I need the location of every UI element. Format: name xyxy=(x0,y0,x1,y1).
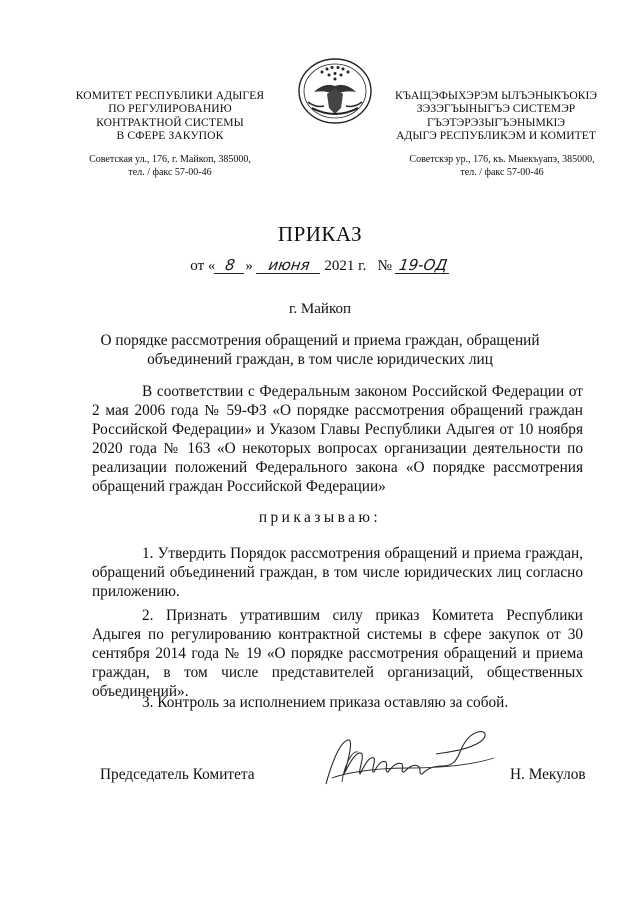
org-line: КОМИТЕТ РЕСПУБЛИКИ АДЫГЕЯ xyxy=(75,89,265,102)
item-3: 3. Контроль за исполнением приказа оставляю за собой. xyxy=(142,694,509,711)
org-line: КОНТРАКТНОЙ СИСТЕМЫ xyxy=(96,115,244,129)
order-subject: О порядке рассмотрения обращений и приема граждан, обращений объединений граждан, в том числе юридических лиц xyxy=(100,332,540,368)
org-line: ГЪЭТЭРЭЗЫГЪЭНЫМКIЭ xyxy=(426,115,566,129)
address-adyghe xyxy=(392,153,612,179)
org-line: ПО РЕГУЛИРОВАНИЮ xyxy=(108,102,232,116)
document-title: ПРИКАЗ xyxy=(277,222,363,246)
phone-line: тел. / факс 57-00-46 xyxy=(460,167,544,178)
org-line: КЪАЩЭФЫХЭРЭМ ЫЛЪЭНЫКЪОКIЭ xyxy=(395,89,597,102)
date-mid: » xyxy=(245,258,253,274)
date-year: 2021 г. xyxy=(324,258,367,274)
org-line: В СФЕРЕ ЗАКУПОК xyxy=(116,128,224,142)
phone-line: тел. / факс 57-00-46 xyxy=(128,167,212,178)
number-sign: № xyxy=(377,258,392,274)
preamble-paragraph: В соответствии с Федеральным законом Российской Федерации от 2 мая 2006 года № 59-ФЗ «О порядке рассмотрения обращений граждан Российской Федерации» и Указом Главы Республики Адыгея от 10 ноября 2020 года № 163 «О некоторых вопросах организации деятельности по реализации положений Федерального закона «О порядке рассмотрения обращений граждан Российской Федерации» xyxy=(92,383,583,495)
org-line: ЗЭЗЭГЪЫНЫГЪЭ СИСТЕМЭР xyxy=(416,102,576,116)
decree-word: приказываю: xyxy=(258,509,382,526)
republic-emblem-icon xyxy=(294,56,376,126)
address-russian xyxy=(70,153,270,179)
date-day: 8 xyxy=(214,258,246,274)
order-number: 19-ОД xyxy=(395,258,451,274)
order-date-number xyxy=(0,258,640,275)
org-name-adyghe xyxy=(378,89,614,142)
item-2: 2. Признать утратившим силу приказ Комитета Республики Адыгея по регулированию контрактной системы в сфере закупок от 30 сентября 2014 года № 19 «О порядке рассмотрения обращений и приема граждан, в том числе представителей организаций, общественных объединений». xyxy=(92,607,583,700)
handwritten-signature xyxy=(318,722,498,792)
org-line: АДЫГЭ РЕСПУБЛИКЭМ И КОМИТЕТ xyxy=(396,128,596,142)
signer-name: Н. Мекулов xyxy=(510,766,586,783)
date-month: июня xyxy=(256,258,322,274)
org-name-russian xyxy=(70,89,270,142)
item-1: 1. Утвердить Порядок рассмотрения обращений и приема граждан, обращений объединений граждан, в том числе юридических лиц согласно приложению. xyxy=(92,545,583,600)
address-line: Советская ул., 176, г. Майкоп, 385000, xyxy=(89,154,251,165)
date-prefix: от « xyxy=(190,258,216,274)
city: г. Майкоп xyxy=(288,301,352,317)
address-line: Советскэр ур., 176, къ. Мыекъуапэ, 385000, xyxy=(409,154,595,165)
signer-role: Председатель Комитета xyxy=(100,766,255,783)
